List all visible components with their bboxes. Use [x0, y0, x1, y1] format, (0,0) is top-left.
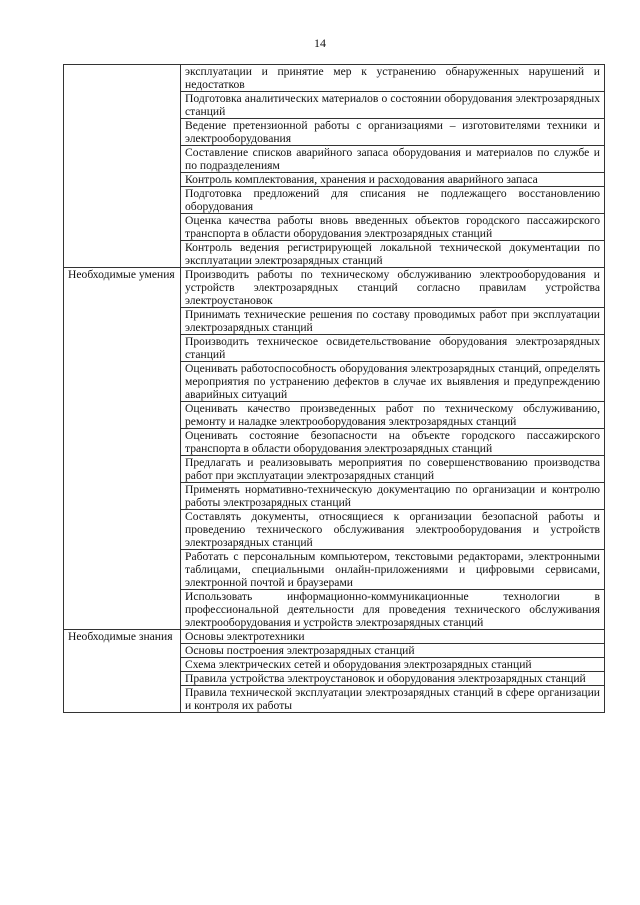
section-label: Необходимые умения — [64, 268, 181, 630]
requirement-item: Ведение претензионной работы с организациями – изготовителями техники и электрооборудования — [181, 119, 605, 146]
requirement-item: Основы построения электрозарядных станций — [181, 644, 605, 658]
requirement-item: Оценивать работоспособность оборудования электрозарядных станций, определять мероприятия по устранению дефектов в случае их выявления и предупреждению аварийных ситуаций — [181, 362, 605, 402]
requirement-item: Принимать технические решения по составу проводимых работ при эксплуатации электрозарядных станций — [181, 308, 605, 335]
requirement-item: Производить работы по техническому обслуживанию электрооборудования и устройств электрозарядных станций согласно правилам устройства электроустановок — [181, 268, 605, 308]
page-number: 14 — [314, 36, 326, 50]
requirement-item: Контроль ведения регистрирующей локальной технической документации по эксплуатации электрозарядных станций — [181, 241, 605, 268]
requirement-item: Использовать информационно-коммуникационные технологии в профессиональной деятельности для проведения технического обслуживания электрооборудования и устройств электрозарядных станций — [181, 590, 605, 630]
requirement-item: Подготовка предложений для списания не подлежащего восстановлению оборудования — [181, 187, 605, 214]
requirement-item: эксплуатации и принятие мер к устранению обнаруженных нарушений и недостатков — [181, 65, 605, 92]
requirement-item: Составлять документы, относящиеся к организации безопасной работы и проведению технического обслуживания электрооборудования и устройств электрозарядных станций — [181, 510, 605, 550]
requirement-item: Оценивать состояние безопасности на объекте городского пассажирского транспорта в области оборудования электрозарядных станций — [181, 429, 605, 456]
requirement-item: Применять нормативно-техническую документацию по организации и контролю работы электрозарядных станций — [181, 483, 605, 510]
requirement-item: Основы электротехники — [181, 630, 605, 644]
requirement-item: Предлагать и реализовывать мероприятия по совершенствованию производства работ при эксплуатации электрозарядных станций — [181, 456, 605, 483]
requirement-item: Производить техническое освидетельствование оборудования электрозарядных станций — [181, 335, 605, 362]
competency-table — [63, 64, 605, 713]
requirement-item: Правила устройства электроустановок и оборудования электрозарядных станций — [181, 672, 605, 686]
requirement-item: Подготовка аналитических материалов о состоянии оборудования электрозарядных станций — [181, 92, 605, 119]
requirement-item: Составление списков аварийного запаса оборудования и материалов по службе и по подразделениям — [181, 146, 605, 173]
table-row — [64, 268, 605, 308]
requirement-item: Оценивать качество произведенных работ по техническому обслуживанию, ремонту и наладке электрооборудования электрозарядных станций — [181, 402, 605, 429]
competency-table-body — [64, 65, 605, 713]
section-label — [64, 65, 181, 268]
requirement-item: Работать с персональным компьютером, текстовыми редакторами, электронными таблицами, специальными онлайн-приложениями и цифровыми сервисами, электронной почтой и браузерами — [181, 550, 605, 590]
requirement-item: Схема электрических сетей и оборудования электрозарядных станций — [181, 658, 605, 672]
table-row — [64, 630, 605, 644]
requirement-item: Контроль комплектования, хранения и расходования аварийного запаса — [181, 173, 605, 187]
section-label: Необходимые знания — [64, 630, 181, 713]
requirement-item: Оценка качества работы вновь введенных объектов городского пассажирского транспорта в области оборудования электрозарядных станций — [181, 214, 605, 241]
requirement-item: Правила технической эксплуатации электрозарядных станций в сфере организации и контроля их работы — [181, 686, 605, 713]
table-row — [64, 65, 605, 92]
